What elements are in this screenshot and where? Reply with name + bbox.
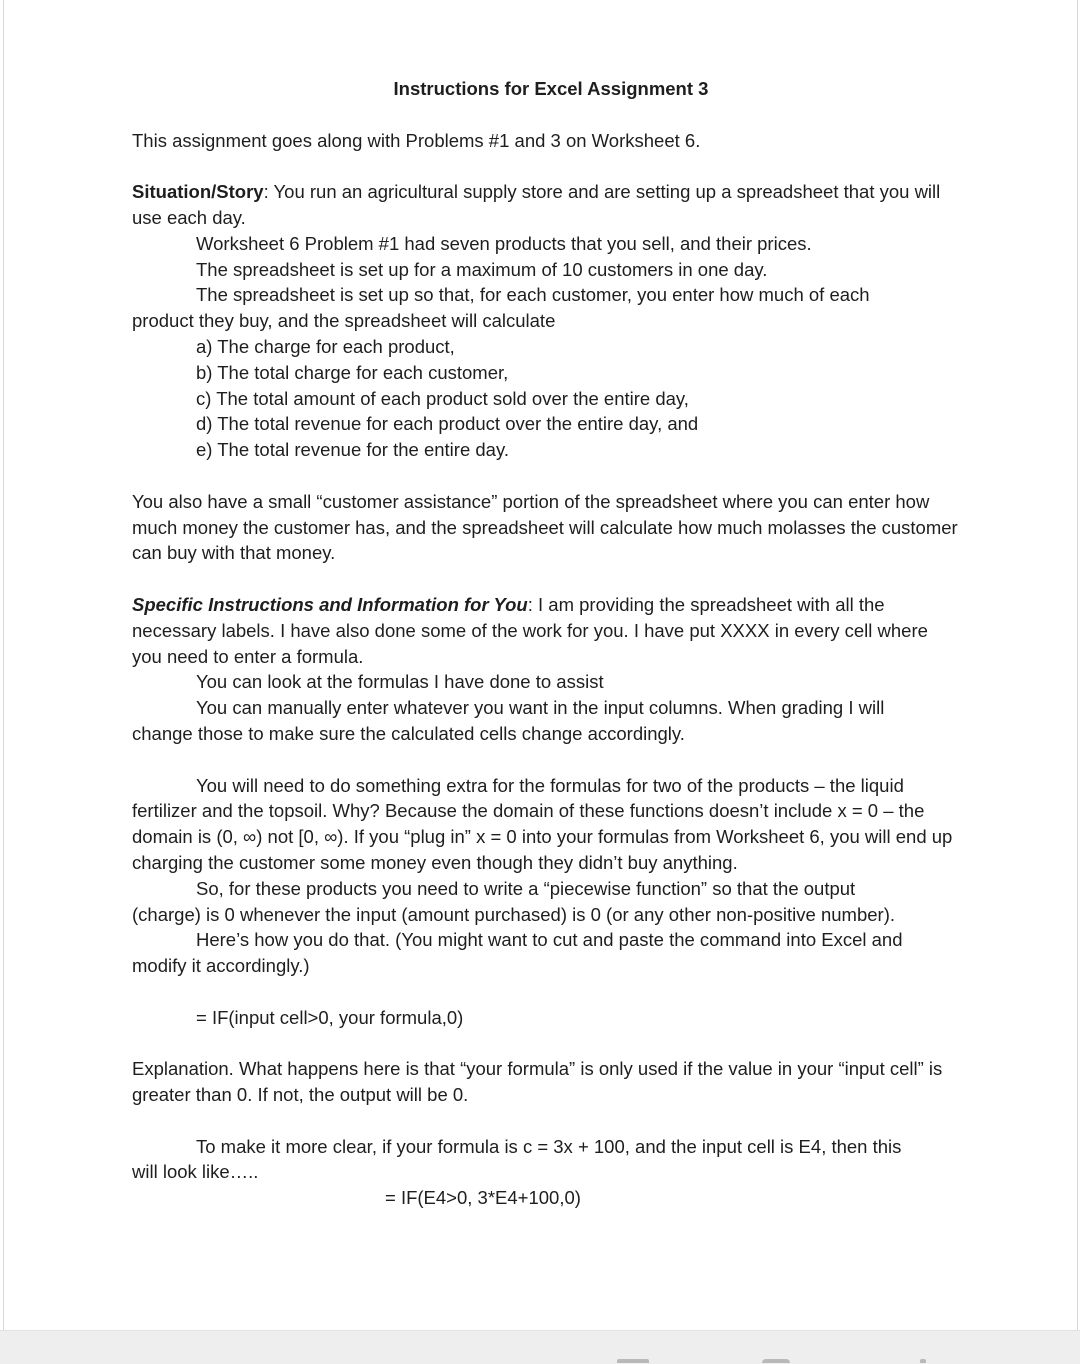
extra-paragraph <box>132 773 962 876</box>
list-item: b) The total charge for each customer, <box>196 361 509 383</box>
specific-label: Specific Instructions and Information for You <box>132 593 528 615</box>
toolbar-icon[interactable] <box>920 1359 926 1363</box>
example-paragraph-rest: will look like….. <box>132 1161 259 1183</box>
howto-paragraph <box>132 927 962 979</box>
toolbar-icon[interactable] <box>617 1359 649 1363</box>
bottom-toolbar <box>0 1330 1080 1364</box>
situation-line-products: Worksheet 6 Problem #1 had seven products that you sell, and their prices. <box>196 232 812 254</box>
specific-line-input-first: You can manually enter whatever you want in the input columns. When grading I will <box>196 697 885 719</box>
situation-label: Situation/Story <box>132 181 264 203</box>
specific-line-formulas: You can look at the formulas I have done to assist <box>196 671 604 693</box>
formula-generic: = IF(input cell>0, your formula,0) <box>196 1006 464 1028</box>
extra-paragraph-first: You will need to do something extra for the formulas for two of the products – the liquid <box>196 774 904 796</box>
list-item: d) The total revenue for each product over the entire day, and <box>196 413 699 435</box>
piecewise-paragraph-first: So, for these products you need to write a “piecewise function” so that the output <box>196 877 856 899</box>
document-page <box>3 0 1078 1330</box>
situation-line-customers: The spreadsheet is set up for a maximum of 10 customers in one day. <box>196 258 768 280</box>
specific-line-input-rest: change those to make sure the calculated cells change accordingly. <box>132 722 685 744</box>
list-item: c) The total amount of each product sold over the entire day, <box>196 387 689 409</box>
list-item: a) The charge for each product, <box>196 335 455 357</box>
document-body <box>132 76 962 1211</box>
example-paragraph <box>132 1134 962 1186</box>
situation-paragraph <box>132 179 962 231</box>
specific-text: : I am providing the spreadsheet with all the necessary labels. I have also done some of the work for you. I have put XXXX in every cell where you need to enter a formula. <box>132 593 928 667</box>
situation-line-setup-rest: product they buy, and the spreadsheet will calculate <box>132 310 556 332</box>
explanation-paragraph: Explanation. What happens here is that “your formula” is only used if the value in your “input cell” is greater than 0. If not, the output will be 0. <box>132 1058 943 1106</box>
extra-paragraph-rest: fertilizer and the topsoil. Why? Because the domain of these functions doesn’t include x = 0 – the domain is (0, ∞) not [0, ∞). If you “plug in” x = 0 into your formulas from Worksheet 6, you will end up charging the customer some money even though they didn’t buy anything. <box>132 800 953 873</box>
document-title: Instructions for Excel Assignment 3 <box>393 78 709 99</box>
list-item: e) The total revenue for the entire day. <box>196 439 509 461</box>
example-paragraph-first: To make it more clear, if your formula is c = 3x + 100, and the input cell is E4, then this <box>196 1135 902 1157</box>
piecewise-paragraph-rest: (charge) is 0 whenever the input (amount purchased) is 0 (or any other non-positive number). <box>132 903 895 925</box>
assistance-paragraph: You also have a small “customer assistance” portion of the spreadsheet where you can enter how much money the customer has, and the spreadsheet will calculate how much molasses the customer can buy with that money. <box>132 490 958 564</box>
specific-paragraph <box>132 592 962 669</box>
piecewise-paragraph <box>132 876 962 928</box>
situation-line-setup-first: The spreadsheet is set up so that, for each customer, you enter how much of each <box>196 284 870 306</box>
howto-paragraph-rest: modify it accordingly.) <box>132 955 310 977</box>
intro-paragraph: This assignment goes along with Problems #1 and 3 on Worksheet 6. <box>132 129 701 151</box>
formula-example: = IF(E4>0, 3*E4+100,0) <box>385 1187 581 1209</box>
situation-text: : You run an agricultural supply store and are setting up a spreadsheet that you will use each day. <box>132 181 941 228</box>
situation-line-setup <box>132 282 962 334</box>
toolbar-icon[interactable] <box>762 1359 790 1363</box>
howto-paragraph-first: Here’s how you do that. (You might want to cut and paste the command into Excel and <box>196 929 903 951</box>
specific-line-input <box>132 695 962 747</box>
